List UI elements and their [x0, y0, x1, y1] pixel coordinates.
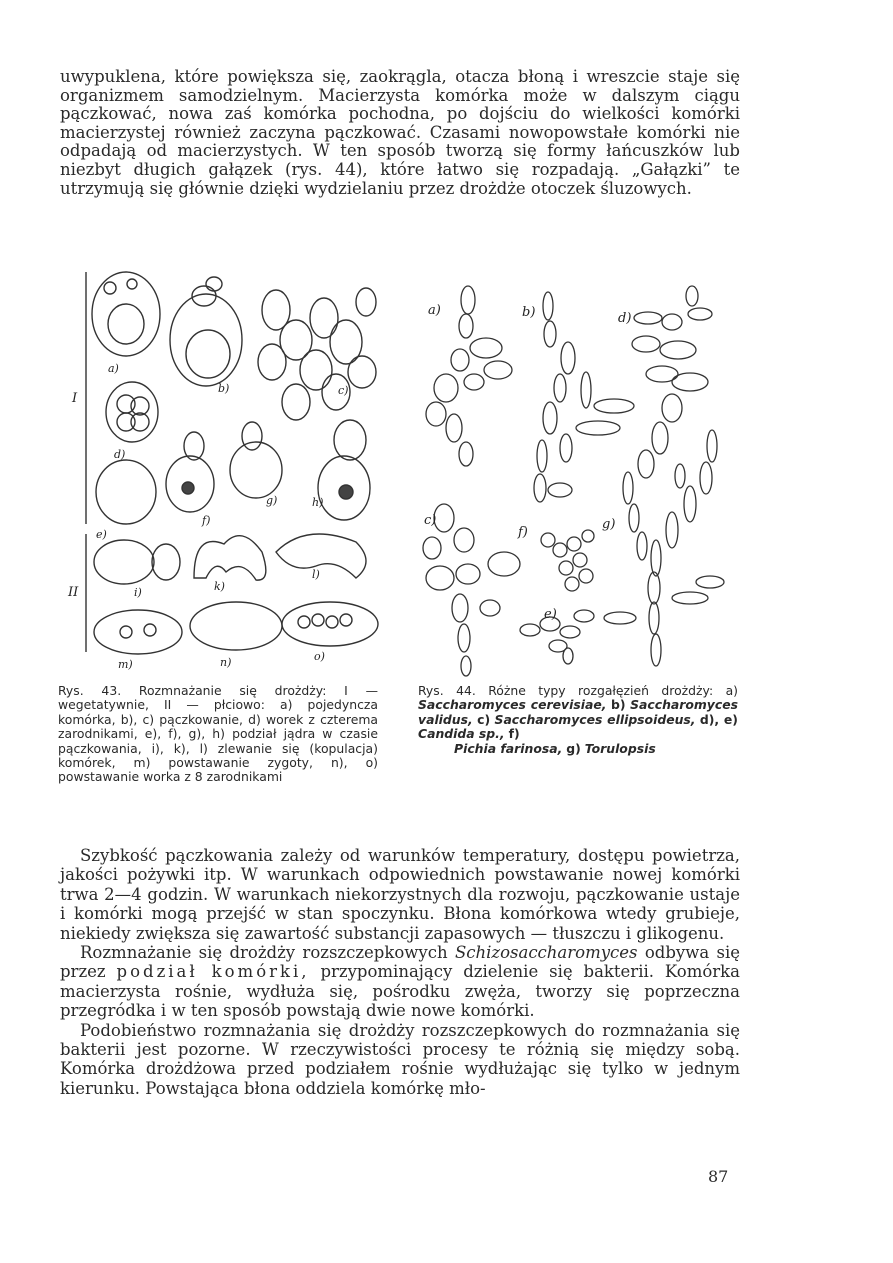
branch-d: [632, 286, 712, 478]
figure-44-caption: [418, 684, 738, 756]
panel-label: a): [428, 303, 441, 318]
group-label-i: I: [72, 391, 78, 406]
panel-label: b): [522, 305, 536, 320]
panel-label: m): [118, 658, 133, 671]
caption-label: b): [611, 697, 626, 713]
panel-label: f): [202, 514, 211, 527]
panel-label: e): [96, 528, 107, 541]
caption-label: f): [508, 726, 520, 742]
paragraph-2-end: przypominający dzielenie się bakterii. Komórka macierzysta rośnie, wydłuża się, pośrodku zwęża, tworzy się poprzeczna przegródka i w ten sposób powstają dwie nowe komórki.: [60, 962, 741, 1021]
paragraph-2-start: Rozmnażanie się drożdży rozszczepkowych: [80, 943, 448, 963]
cell-i: [94, 540, 154, 584]
species-name: Torulopsis: [584, 740, 656, 756]
panel-label: g): [266, 494, 278, 507]
species-name: Candida sp.,: [418, 726, 505, 742]
panel-label: c): [424, 513, 437, 528]
cell-d: [106, 382, 158, 442]
cell-b: [170, 294, 242, 386]
cell-m: [94, 610, 182, 654]
cell-o: [282, 602, 378, 646]
branch-e: [520, 610, 594, 664]
cell-g: [230, 442, 282, 498]
caption-label: d), e): [699, 711, 738, 727]
panel-label: b): [218, 382, 230, 395]
branch-g: [604, 430, 724, 666]
paragraph-1: Szybkość pączkowania zależy od warunków temperatury, dostępu powietrza, jakości pożywki itp. W warunkach odpowiednich powstawanie nowej komórki trwa 2—4 godzin. W warunkach niekorzystnych dla rozwoju, pączkowanie ustaje i komórki mogą przejść w stan spoczynku. Błona komórkowa wtedy grubieje, niekiedy zwiększa się zawartość substancji zapasowych — tłuszczu i glikogenu.: [60, 846, 740, 943]
panel-label: l): [312, 568, 320, 581]
intro-paragraph: uwypuklena, które powiększa się, zaokrągla, otacza błoną i wreszcie staje się organizmem samodzielnym. Macierzysta komórka może w dalszym ciągu pączkować, nowa zaś komórka pochodna, po dojściu do wielkości komórki macierzystej również zaczyna pączkować. Czasami nowopowstałe komórki nie odpadają od macierzystych. W ten sposób tworzą się formy łańcuszków lub niezbyt długich gałązek (rys. 44), które łatwo się rozpadają. „Gałązki” te utrzymują się głównie dzięki wydzielaniu przez drożdże otoczek śluzowych.: [60, 67, 740, 198]
panel-label: k): [214, 580, 225, 593]
genus-name: Schizosaccharomyces: [454, 943, 638, 963]
caption-label: g): [566, 740, 581, 756]
branch-c: [423, 504, 520, 676]
panel-label: h): [312, 496, 324, 509]
panel-label: d): [114, 448, 126, 461]
panel-label: g): [602, 517, 616, 532]
paragraph-2: [60, 943, 740, 1021]
paragraph-3: Podobieństwo rozmnażania się drożdży rozszczepkowych do rozmnażania się bakterii jest pozorne. W rzeczywistości procesy te różnią się między sobą. Komórka drożdżowa przed podziałem rośnie wydłużając się tylko w jednym kierunku. Powstająca błona oddziela komórkę mło-: [60, 1020, 740, 1098]
body-text: [60, 846, 740, 1098]
species-name: Pichia farinosa,: [454, 740, 563, 756]
panel-label: d): [618, 311, 632, 326]
branch-f: [541, 530, 594, 591]
group-label-ii: II: [68, 585, 79, 600]
panel-label: o): [314, 650, 325, 663]
species-name: Saccharomyces ellipsoideus,: [494, 711, 696, 727]
cell-n: [190, 602, 282, 650]
panel-label: n): [220, 656, 232, 669]
species-name: Saccharomyces cerevisiae,: [418, 697, 607, 713]
page-number: 87: [708, 1167, 729, 1186]
panel-label: c): [338, 384, 349, 397]
cell-l: [276, 534, 366, 578]
caption-label: c): [477, 711, 491, 727]
cell-e: [96, 460, 156, 524]
emphasized-term: podział komórki,: [116, 962, 310, 982]
cell-k: [194, 536, 266, 580]
cell-c-cluster: [258, 288, 376, 420]
paragraph-2-mid: odbywa się przez: [60, 943, 740, 982]
caption-prefix: Rys. 44. Różne typy rozgałęzień drożdży: a): [418, 683, 738, 698]
panel-label: a): [108, 362, 119, 375]
panel-label: f): [518, 525, 528, 540]
species-name: Saccharomyces validus,: [418, 697, 738, 727]
figure-44-illustration: [410, 278, 740, 678]
panel-label: i): [134, 586, 142, 599]
panel-label: e): [544, 607, 557, 622]
figure-43-caption: Rys. 43. Rozmnażanie się drożdży: I — wegetatywnie, II — płciowo: a) pojedyncza komórka, b), c) pączkowanie, d) worek z czterema zarodnikami, e), f), g), h) podział jądra w czasie pączkowania, i), k), l) zlewanie się (kopulacja) komórek, m) powstawanie zygoty, n), o) powstawanie worka z 8 zarodnikami: [58, 683, 378, 785]
figure-43-illustration: [66, 262, 396, 682]
